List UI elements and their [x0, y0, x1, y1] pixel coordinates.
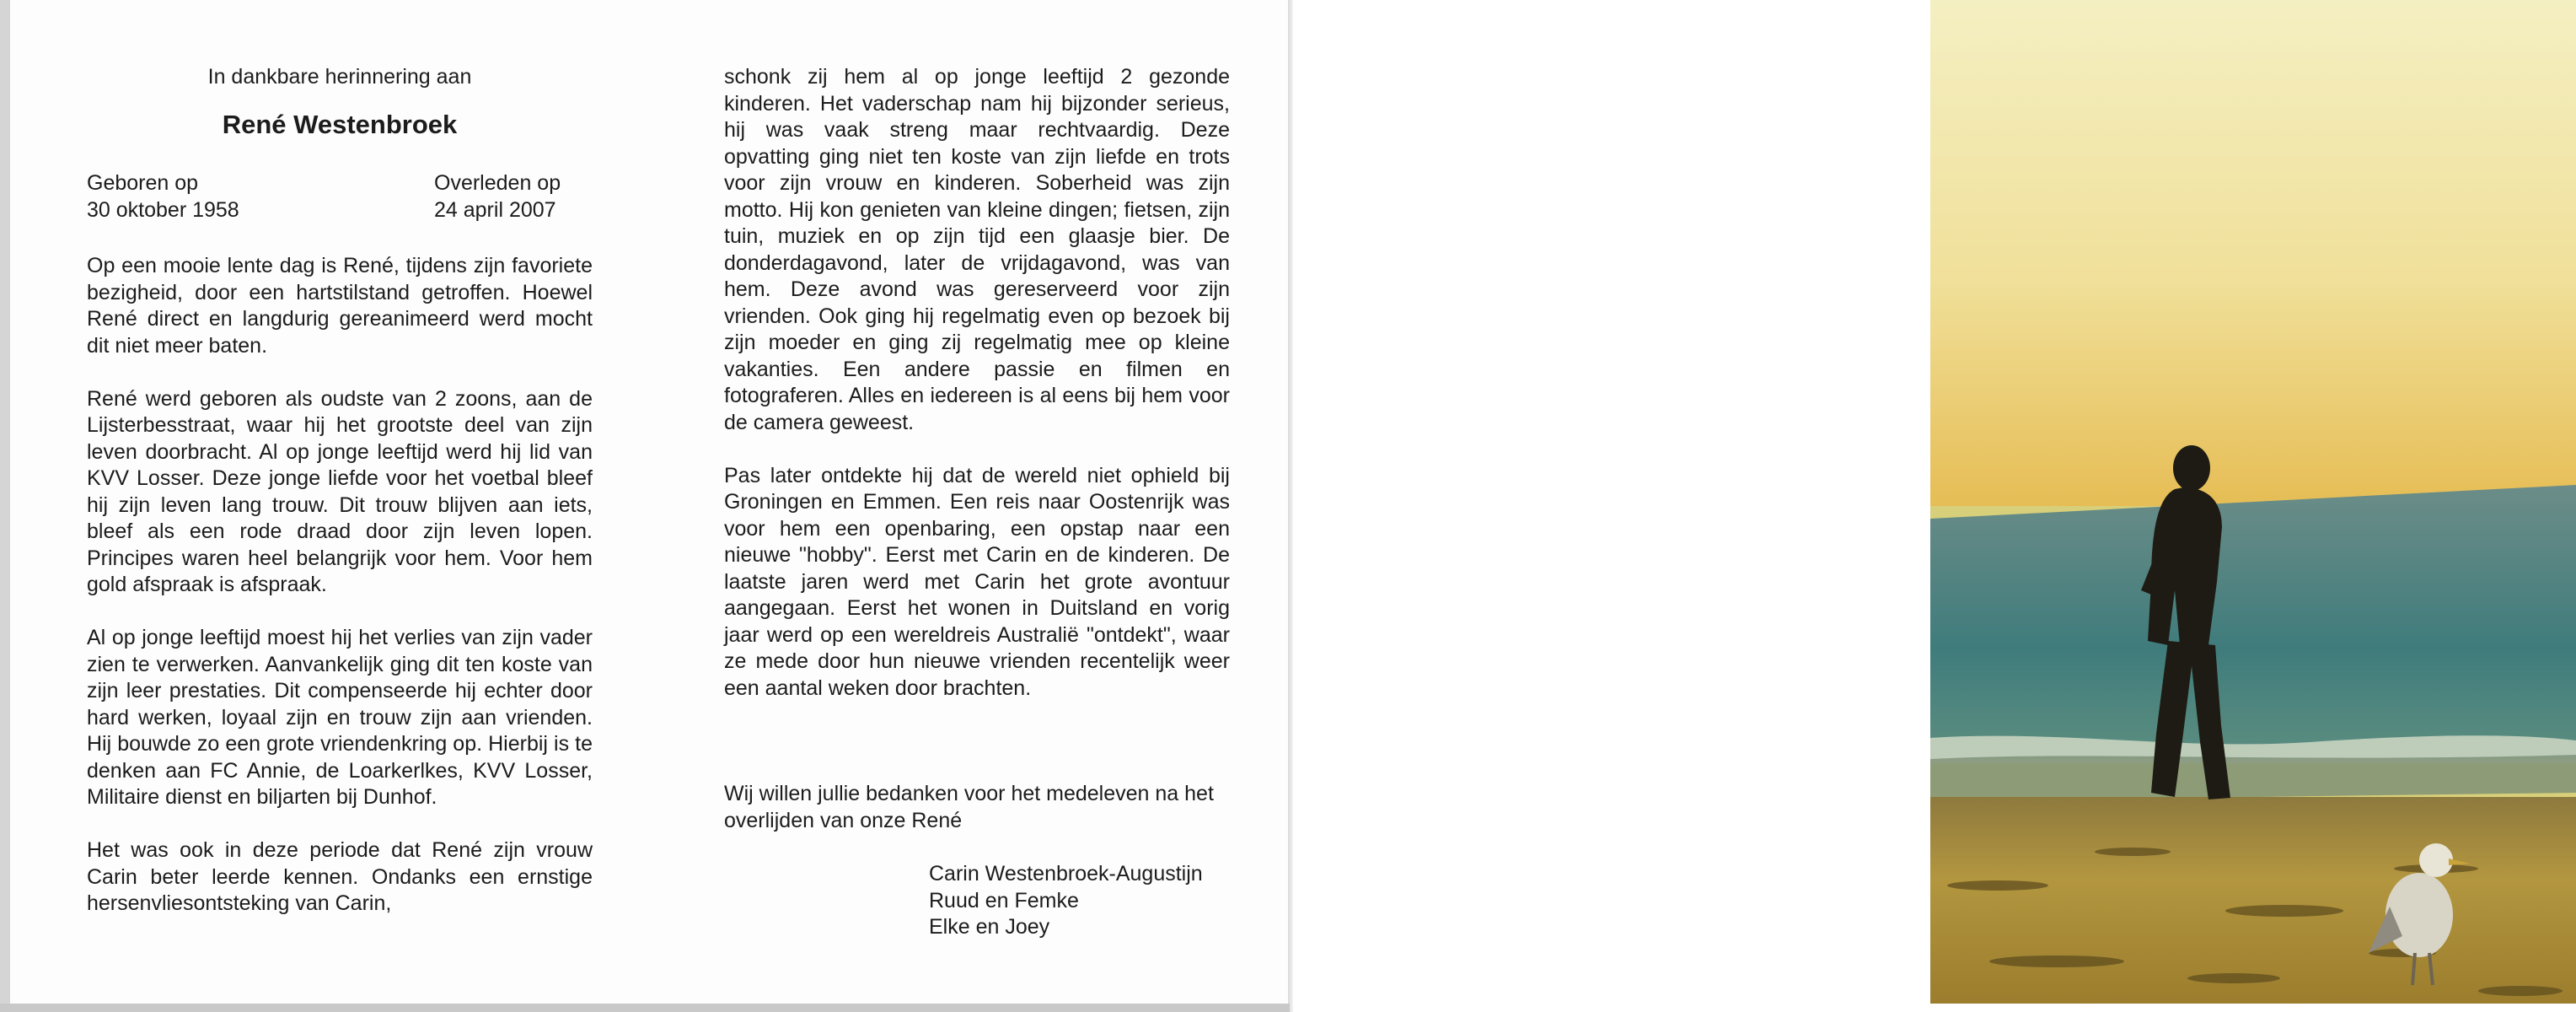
thanks-text: Wij willen jullie bedanken voor het medeleven na het overlijden van onze René: [724, 782, 1214, 832]
left-text-column: [87, 253, 593, 944]
born-date: 30 oktober 1958: [87, 197, 239, 222]
card-fold: [1288, 0, 1293, 1012]
sand: [1930, 797, 2576, 1004]
paragraph: schonk zij hem al op jonge leeftijd 2 gezonde kinderen. Het vaderschap nam hij bijzonder serieus, hij was vaak streng maar rechtvaardig. Deze opvatting ging niet ten koste van zijn liefde en trots voor zijn vrouw en kinderen. Soberheid was zijn motto. Hij kon genieten van kleine dingen; fietsen, zijn tuin, muziek en op zijn tijd een glaasje bier. De donderdagavond, later de vrijdagavond, was van hem. Deze avond was gereserveerd voor zijn vrienden. Ook ging hij regelmatig even op bezoek bij zijn moeder en ging zij regelmatig mee op kleine vakanties. Een andere passie en filmen en fotograferen. Alles en iedereen is al eens bij hem voor de camera geweest.: [724, 65, 1230, 434]
birth-block: [87, 170, 239, 223]
paragraph: Op een mooie lente dag is René, tijdens zijn favoriete bezigheid, door een hartstilstand getroffen. Hoewel René direct en langdurig gereanimeerd werd mocht dit niet meer baten.: [87, 254, 593, 358]
right-text-column: [724, 64, 1230, 729]
signer: Carin Westenbroek-Augustijn: [929, 862, 1203, 886]
card-edge: [0, 0, 10, 1012]
beach-photo-image: [1930, 0, 2576, 1004]
signer: Elke en Joey: [929, 915, 1050, 939]
sky: [1930, 0, 2576, 506]
died-date: 24 april 2007: [434, 197, 556, 222]
wet-sand: [1930, 755, 2576, 801]
paragraph: Al op jonge leeftijd moest hij het verlies van zijn vader zien te verwerken. Aanvankelijk ging dit ten koste van zijn leer prestaties. Dit compenseerde hij echter door hard werken, loyaal zijn en trouw zijn aan vrienden. Hij bouwde zo een grote vriendenkring op. Hierbij is te denken aan FC Annie, de Loarkerlkes, KVV Losser, Militaire dienst en biljarten bij Dunhof.: [87, 626, 593, 809]
deceased-name: René Westenbroek: [222, 110, 458, 139]
paragraph: Pas later ontdekte hij dat de wereld niet ophield bij Groningen en Emmen. Een reis naar Oostenrijk was voor hem een openbaring, een opstap naar een nieuwe "hobby". Eerst met Carin en de kinderen. De laatste jaren werd met Carin het grote avontuur aangegaan. Eerst het wonen in Duitsland en vorig jaar werd op een wereldreis Australië "ontdekt", waar ze mede door hun nieuwe vrienden recentelijk weer een aantal weken door brachten.: [724, 463, 1230, 700]
born-label: Geboren op: [87, 171, 199, 195]
signers-list: [929, 861, 1203, 941]
sea: [1930, 485, 2576, 759]
beach-photo: [1930, 0, 2576, 1004]
paragraph: Het was ook in deze periode dat René zijn vrouw Carin beter leerde kennen. Ondanks een ernstige hersenvliesontsteking van Carin,: [87, 838, 593, 915]
card-bottom-edge: [0, 1004, 1290, 1012]
paragraph: René werd geboren als oudste van 2 zoons, aan de Lijsterbesstraat, waar hij het grootste deel van zijn leven doorbracht. Al op jonge leeftijd werd hij lid van KVV Losser. Deze jonge liefde voor het voetbal bleef hij zijn leven lang trouw. Dit trouw blijven aan iets, bleef als een rode draad door zijn leven lopen. Principes waren heel belangrijk voor hem. Voor hem gold afspraak is afspraak.: [87, 386, 593, 596]
memorial-card-inner: [10, 0, 1290, 1004]
death-block: [434, 170, 561, 223]
signer: Ruud en Femke: [929, 888, 1079, 912]
died-label: Overleden op: [434, 171, 561, 195]
intro-text: In dankbare herinnering aan: [207, 65, 472, 89]
